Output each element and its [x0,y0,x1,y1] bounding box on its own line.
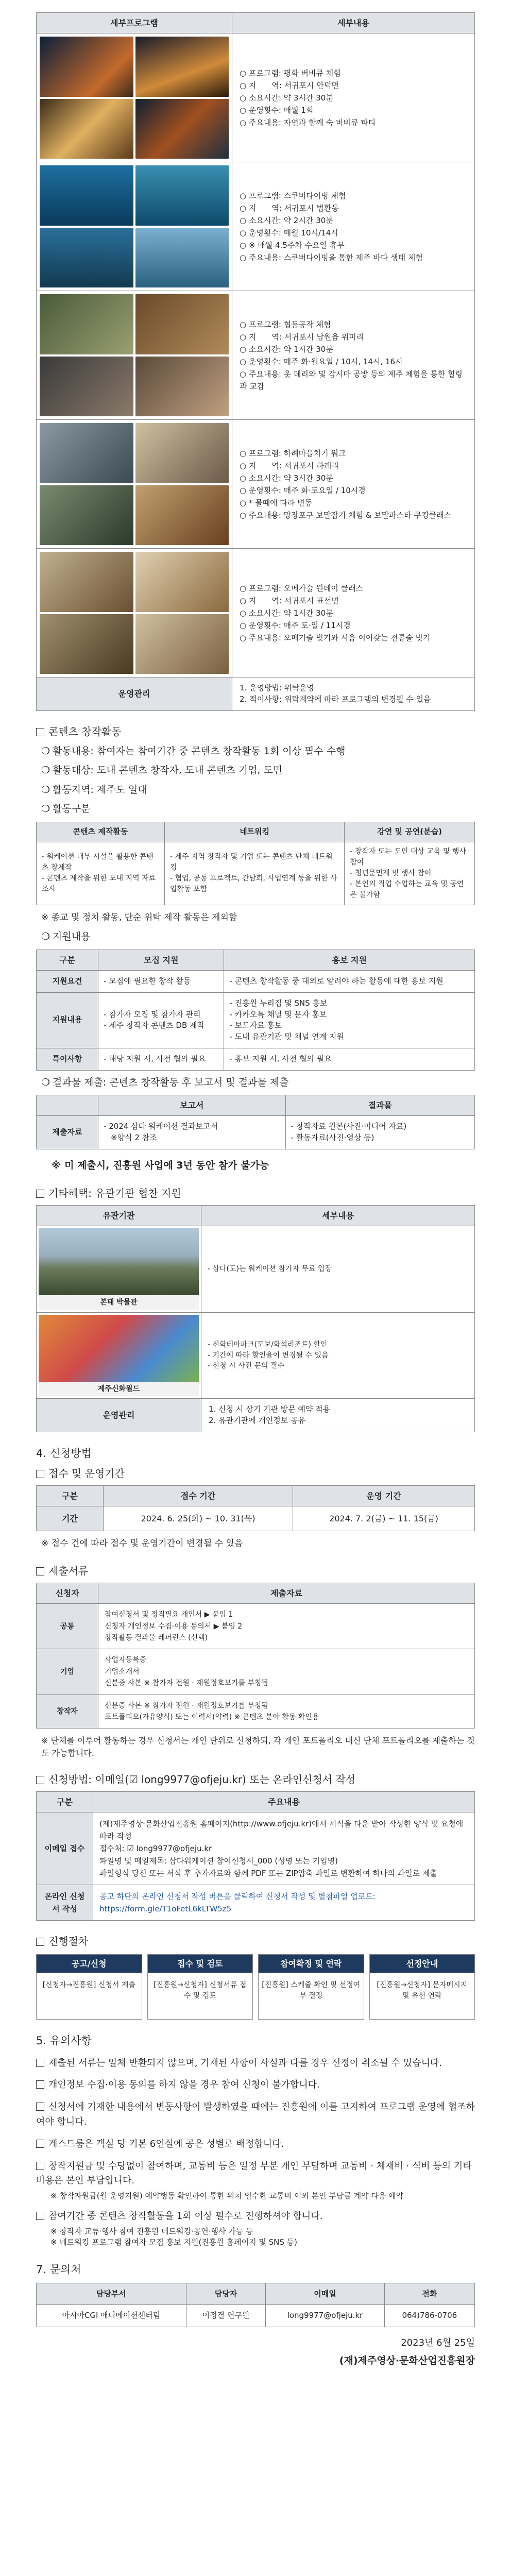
period-title: 접수 및 운영기간 [36,1466,475,1481]
support-recruit-cell: - 모집에 필요한 창작 활동 [98,971,224,993]
period-header: 구분 [37,1486,104,1506]
bbq-photo-2 [135,37,229,97]
venue-row [37,1226,475,1312]
contact-header: 담당부서 [37,2283,186,2305]
activity-header: 네트워킹 [165,822,345,842]
program-line: ○ 지 역: 서귀포시 안덕면 [240,79,467,92]
checkbox-square-icon [36,2212,44,2220]
apply-label: 온라인 신청서 작성 [37,1885,93,1920]
program-line: ○ 프로그램: 협동공작 체험 [240,318,467,331]
procedure-title: 진행절차 [36,1934,475,1949]
program-desc-cell [232,420,475,549]
program-line: ○ 지 역: 서귀포시 법환동 [240,202,467,214]
apply-period: 2024. 6. 25(화) ~ 10. 31(목) [104,1506,293,1531]
program-row [37,162,475,291]
venue-desc: - 삼다(도)는 워케이션 참가자 무료 입장 [201,1226,475,1312]
docs-header: 제출자료 [98,1583,475,1604]
program-line: ○ 소요시간: 약 1시간 30분 [240,343,467,355]
activity-bullet: ❍ 활동구분 [41,802,475,817]
program-line: ○ 운영횟수: 매주 토·일 / 11시경 [240,619,467,632]
diving-photo-4 [135,228,229,288]
apply-table [36,1791,475,1921]
program-desc-cell [232,162,475,291]
support-row-label: 특이사항 [37,1048,98,1070]
venue-image-cell [37,1312,201,1398]
support-row [37,992,475,1048]
procedure-step: 공고/신청 [신청자→진흥원] 신청서 제출 [36,1954,142,2020]
shinhwa-world-photo [39,1315,199,1382]
program-row [37,33,475,162]
ops-line: 2. 적이사항: 위탁계약에 따라 프로그램의 변경될 수 있음 [240,694,431,704]
museum-photo [39,1228,199,1295]
activity-note: ※ 종교 및 정치 활동, 단순 위탁 제작 활동은 제외함 [41,912,237,923]
craft-photo-1 [40,294,133,354]
diving-photo-1 [40,165,133,226]
procedure-step: 접수 및 검토 [진흥원→신청자] 신청서류 접수 및 검토 [147,1954,253,2020]
support-title: ❍ 지원내용 [41,930,475,944]
support-promo-cell: - 홍보 지원 시, 사전 협의 필요 [224,1048,475,1070]
omegi-photo-4 [135,614,229,674]
program-row [37,549,475,677]
venue-header: 유관기관 [37,1206,201,1226]
diving-photo-3 [40,228,133,288]
run-period: 2024. 7. 2(금) ~ 11. 15(금) [293,1506,475,1531]
checkbox-square-icon [36,1567,44,1575]
ops-label: 운영관리 [37,1399,201,1432]
program-line: ○ 소요시간: 약 3시간 30분 [240,92,467,104]
support-recruit-cell: - 해당 지원 시, 사전 협의 필요 [98,1048,224,1070]
program-line: ○ 프로그램: 하례마을치기 워크 [240,447,467,460]
activity-bullet: ❍ 활동지역: 제주도 일대 [41,783,475,798]
caution-item: 창작지원금 및 수당없이 참여하며, 교통비 등은 일정 부분 개인 부담하며 교통비 · 체재비 · 식비 등의 기타 비용은 본인 부담입니다. [36,2160,472,2187]
venue-caption: 본태 박물관 [39,1295,199,1310]
village-photo-1 [40,423,133,483]
docs-table [36,1583,475,1728]
contact-table [36,2283,475,2328]
email-line: 신청방법: 이메일(☑ long9977@ofjeju.kr) 또는 온라인신청서 작성 [36,1772,475,1787]
support-row-label: 지원요건 [37,971,98,993]
program-line: ○ 소요시간: 약 1시간 30분 [240,607,467,619]
bbq-photo-1 [40,37,133,97]
bbq-photo-3 [40,99,133,159]
program-line: ○ 프로그램: 스쿠버다이빙 체험 [240,190,467,202]
support-row [37,971,475,993]
result-header: 보고서 [98,1095,286,1116]
checkbox-square-icon [36,2103,44,2111]
apply-cell [93,1885,475,1920]
activity-cell: - 제주 지역 창작자 및 기업 또는 콘텐츠 단체 네트워킹 - 협업, 공동 프로젝트, 간담회, 사업연계 등을 위한 사업활동 포함 [165,842,345,905]
craft-photo-4 [135,357,229,417]
ops-label: 운영관리 [37,677,232,711]
period-note: ※ 접수 건에 따라 접수 및 운영기간이 변경될 수 있음 [41,1538,243,1549]
docs-label: 기업 [37,1649,98,1694]
contact-email[interactable]: long9977@ofjeju.kr [266,2305,384,2327]
email-link[interactable]: 접수처: ☑ long9977@ofjeju.kr [99,1843,212,1853]
program-photo-cell [37,162,232,291]
period-header: 운영 기간 [293,1486,475,1506]
docs-cell: 참여신청서 및 정직필요 개인서 ▶ 붙임 1 신청자 개인정보 수집·이용 동의서 ▶ 붙임 2 창작활동 결과물 레퍼런스 (선택) [98,1604,475,1649]
ops-line: 1. 운영방법: 위탁운영 [240,683,314,693]
contact-header: 이메일 [266,2283,384,2305]
period-header: 접수 기간 [104,1486,293,1506]
docs-label: 창작자 [37,1694,98,1728]
result-report-cell: - 2024 삼다 워케이션 결과보고서 ※양식 2 참조 [98,1116,286,1149]
docs-cell: 신분증 사본 ※ 참가자 전원 · 재원정호보기를 부칭됨 포트폴리오(자유양식) 또는 이력서(약력) ※ 콘텐츠 분야 활동 확인용 [98,1694,475,1728]
support-header: 홍보 지원 [224,950,475,970]
craft-photo-2 [135,294,229,354]
program-line: ○ 주요내용: 자연과 함께 숙 버비큐 파티 [240,116,467,129]
program-line: ○ 지 역: 서귀포시 표선면 [240,595,467,607]
support-promo-cell: - 진흥원 누리집 및 SNS 홍보 - 카카오톡 채널 및 문자 홍보 - 보도자료 홍보 - 도내 유관기관 및 채널 연계 지원 [224,992,475,1048]
docs-title: 제출서류 [36,1564,475,1579]
bbq-photo-4 [135,99,229,159]
caution-item: 개인정보 수집·이용 동의를 하지 않을 경우 참여 신청이 불가합니다. [36,2078,475,2093]
venue-row [37,1312,475,1398]
footer-date: 2023년 6월 25일 [401,2337,475,2349]
other-support-title: 기타혜택: 유관기관 협찬 지원 [36,1186,475,1201]
venue-header: 세부내용 [201,1206,475,1226]
caution-sub: ※ 창작자원금(월 운영지원) 예약행동 확인하여 통한 위치 인수한 교통비 이외 본인 부담금 계약 다음 예약 [50,2191,404,2201]
activity-type-table [36,822,475,905]
program-header-detail: 세부내용 [232,13,475,33]
program-line: ○ 프로그램: 평화 버비큐 체험 [240,67,467,79]
support-row [37,1048,475,1070]
diving-photo-2 [135,165,229,226]
program-line: ○ 운영횟수: 매주 화·월요일 / 10시, 14시, 16시 [240,355,467,368]
omegi-photo-1 [40,552,133,612]
result-header-empty [37,1095,98,1116]
program-photo-cell [37,33,232,162]
caution-item: 제출된 서류는 일체 반환되지 않으며, 기재된 사항이 사실과 다를 경우 선정이 취소될 수 있습니다. [36,2056,475,2071]
venue-table [36,1205,475,1432]
village-photo-4 [135,485,229,546]
circle-bullet-icon: ❍ [41,803,50,815]
village-photo-2 [135,423,229,483]
contact-title: 7. 문의처 [36,2263,81,2276]
program-table [36,12,475,711]
program-photo-cell [37,549,232,677]
result-label: 제출자료 [37,1116,98,1149]
result-output-cell: - 창작자료 원본(사진·미디어 자료) - 활동자료(사진·영상 등) [285,1116,474,1149]
program-line: ○ 프로그램: 오메가술 원데이 클래스 [240,582,467,595]
footer-org: (재)제주영상·문화산업진흥원장 [339,2355,475,2367]
checkbox-square-icon [36,1470,44,1478]
venue-image-cell [37,1226,201,1312]
venue-caption: 제주신화월드 [39,1382,199,1396]
period-table [36,1485,475,1531]
apply-header: 구분 [37,1791,93,1812]
docs-note: ※ 단체를 이루어 활동하는 경우 신청서는 개인 단위로 신청하되, 각 개인 포트폴리오 대신 단체 포트폴리오를 제출하는 것도 가능합니다. [41,1736,475,1758]
contact-header: 전화 [384,2283,474,2305]
contact-header: 담당자 [186,2283,266,2305]
program-line: ○ 운영횟수: 매주 화·토요일 / 10시경 [240,484,467,497]
caution-item: 참여기간 중 콘텐츠 창작활동을 1회 이상 필수로 진행하셔야 합니다. [36,2209,475,2224]
activity-header: 콘텐츠 제작활동 [37,822,165,842]
result-table [36,1095,475,1149]
activity-cell: - 워케이션 내부 시설을 활용한 콘텐츠 창제작 - 콘텐츠 제작을 위한 도내 지역 자료조사 [37,842,165,905]
village-photo-3 [40,485,133,546]
program-row [37,420,475,549]
method-title: 4. 신청방법 [36,1447,92,1460]
omegi-photo-3 [40,614,133,674]
ops-row [37,677,475,711]
activity-bullet: ❍ 활동대상: 도내 콘텐츠 창작자, 도내 콘텐츠 기업, 도민 [41,764,475,778]
cautions-list [36,2056,475,2249]
support-row-label: 지원내용 [37,992,98,1048]
program-line: ○ * 물때에 따라 변동 [240,497,467,509]
caution-sub: ※ 창작자 교류·행사 참여 진흥원 네트워킹·공연·행사 가능 등 ※ 네트워킹 프로그램 참여자 모집 홍보 지원(진흥원 홈페이지 및 SNS 등) [50,2226,297,2247]
program-line: ○ 지 역: 서귀포시 남원읍 위미리 [240,331,467,343]
result-title: ❍ 결과물 제출: 콘텐츠 창작활동 후 보고서 및 결과물 제출 [41,1076,475,1090]
program-line: ○ 주요내용: 망장포구 보말잡기 체험 & 보말파스타 쿠킹클래스 [240,509,467,521]
program-line: ○ 주요내용: 오메기술 빚기와 시음 이어갖는 전통술 빚기 [240,632,467,644]
omegi-photo-2 [135,552,229,612]
activity-bullet: ❍ 활동내용: 참여자는 참여기간 중 콘텐츠 창작활동 1회 이상 필수 수행 [41,744,475,759]
result-header: 결과물 [285,1095,474,1116]
venue-desc: - 신화테마파크(도보/화석리조트) 할인 - 기간에 따라 할인율이 변경될 수 있음 - 신청 시 사전 문의 필수 [201,1312,475,1398]
procedure-step: 참여확정 및 연락 [진흥원] 스케쥴 확인 및 선정여부 결정 [258,1954,364,2020]
program-desc-cell [232,291,475,420]
ops-body: 1. 신청 시 상기 기관 방문 예약 적용 2. 유관기관에 개인정보 공유 [201,1399,475,1432]
procedure-step: 선정안내 [진흥원→신청자] 문자메시지 및 유선 연락 [369,1954,475,2020]
support-table [36,950,475,1071]
docs-header: 신청자 [37,1583,98,1604]
program-line: ○ 운영횟수: 매월 1회 [240,104,467,116]
contact-dept: 아시아CGI 애니메이션센터팀 [37,2305,186,2327]
program-header-photo: 세부프로그램 [37,13,232,33]
program-photo-cell [37,291,232,420]
contact-person: 이정결 연구원 [186,2305,266,2327]
circle-bullet-icon: ❍ [41,784,50,795]
checkbox-square-icon [36,1776,44,1784]
contact-phone: 064)786-0706 [384,2305,474,2327]
content-activity-title: 콘텐츠 창작활동 [36,724,475,739]
apply-header: 주요내용 [93,1791,475,1812]
caution-item: 신청서에 기재한 내용에서 변동사항이 발생하였을 때에는 진흥원에 이를 고지하여 프로그램 운영에 협조하여야 합니다. [36,2102,475,2127]
docs-label: 공통 [37,1604,98,1649]
program-line: ○ 소요시간: 약 3시간 30분 [240,472,467,484]
online-form-link[interactable]: 공고 하단의 온라인 신청서 작성 버튼을 클릭하여 신청서 작성 및 별첨파일 업로드: https://form.gle/T1oFetL6kLTW5z5 [99,1891,376,1913]
program-line: ○ 소요시간: 약 2시간 30분 [240,214,467,227]
activity-cell: - 창작자 또는 도민 대상 교육 및 행사 참여 - 청년문민제 및 행사 참여 - 본인의 직업 수업하는 교육 및 공연은 불가함 [345,842,475,905]
docs-cell: 사업자등록증 기업소개서 신분증 사본 ※ 참가자 전원 · 재원정호보기를 부칭됨 [98,1649,475,1694]
checkbox-square-icon [36,2162,44,2170]
circle-bullet-icon: ❍ [41,931,50,943]
program-line: ○ ※ 매월 4.5주차 수요일 휴무 [240,239,467,251]
apply-label: 이메일 접수 [37,1812,93,1885]
program-row [37,291,475,420]
checkbox-square-icon [36,1938,44,1946]
period-label: 기간 [37,1506,104,1531]
support-header: 구분 [37,950,98,970]
program-line: ○ 지 역: 서귀포시 하례리 [240,460,467,472]
support-promo-cell: - 콘텐츠 창작활동 중 대외로 알려야 하는 활동에 대한 홍보 지원 [224,971,475,993]
cautions-title: 5. 유의사항 [36,2035,92,2047]
result-warning: ※ 미 제출시, 진흥원 사업에 3년 동안 참가 불가능 [52,1159,269,1171]
program-line: ○ 주요내용: 스쿠버다이빙을 통한 제주 바다 생태 체험 [240,251,467,264]
program-line: ○ 운영횟수: 매월 10시/14시 [240,227,467,239]
program-line: ○ 주요내용: 옷 데리와 및 감시마 공방 등의 제주 체험을 통한 힐링과 교감 [240,368,467,393]
circle-bullet-icon: ❍ [41,745,50,757]
checkbox-square-icon [36,728,44,736]
circle-bullet-icon: ❍ [41,765,50,776]
ops-body [232,677,475,711]
support-recruit-cell: - 참가자 모집 및 참가자 관리 - 제주 창작자 콘텐츠 DB 제작 [98,992,224,1048]
program-desc-cell [232,33,475,162]
activity-header: 강연 및 공연(분습) [345,822,475,842]
caution-item: 게스트룸은 객실 당 기본 6인실에 공은 성별로 배정합니다. [36,2137,475,2152]
checkbox-square-icon [36,1190,44,1198]
procedure-flow [36,1954,475,2020]
support-header: 모집 지원 [98,950,224,970]
circle-bullet-icon: ❍ [41,1076,50,1088]
apply-cell: (제)제주영상·문화산업진흥원 홈페이지(http://www.ofjeju.kr)에서 서식을 다운 받아 작성한 양식 및 요청에 따라 작성 접수처: ☑ long9977@ofjeju.kr 파일명 및 메일제목: 삼다워케이션 참여신청서_000 (성명 또는 기업명) 파일형식 당신 또는 서식 후 추가자료와 함께 PDF 또는 ZIP압축 파일로 변환하여 하나의 파일로 제출 [93,1812,475,1885]
program-desc-cell [232,549,475,677]
craft-photo-3 [40,357,133,417]
checkbox-square-icon [36,2059,44,2067]
program-photo-cell [37,420,232,549]
checkbox-square-icon [36,2140,44,2148]
checkbox-square-icon [36,2080,44,2089]
